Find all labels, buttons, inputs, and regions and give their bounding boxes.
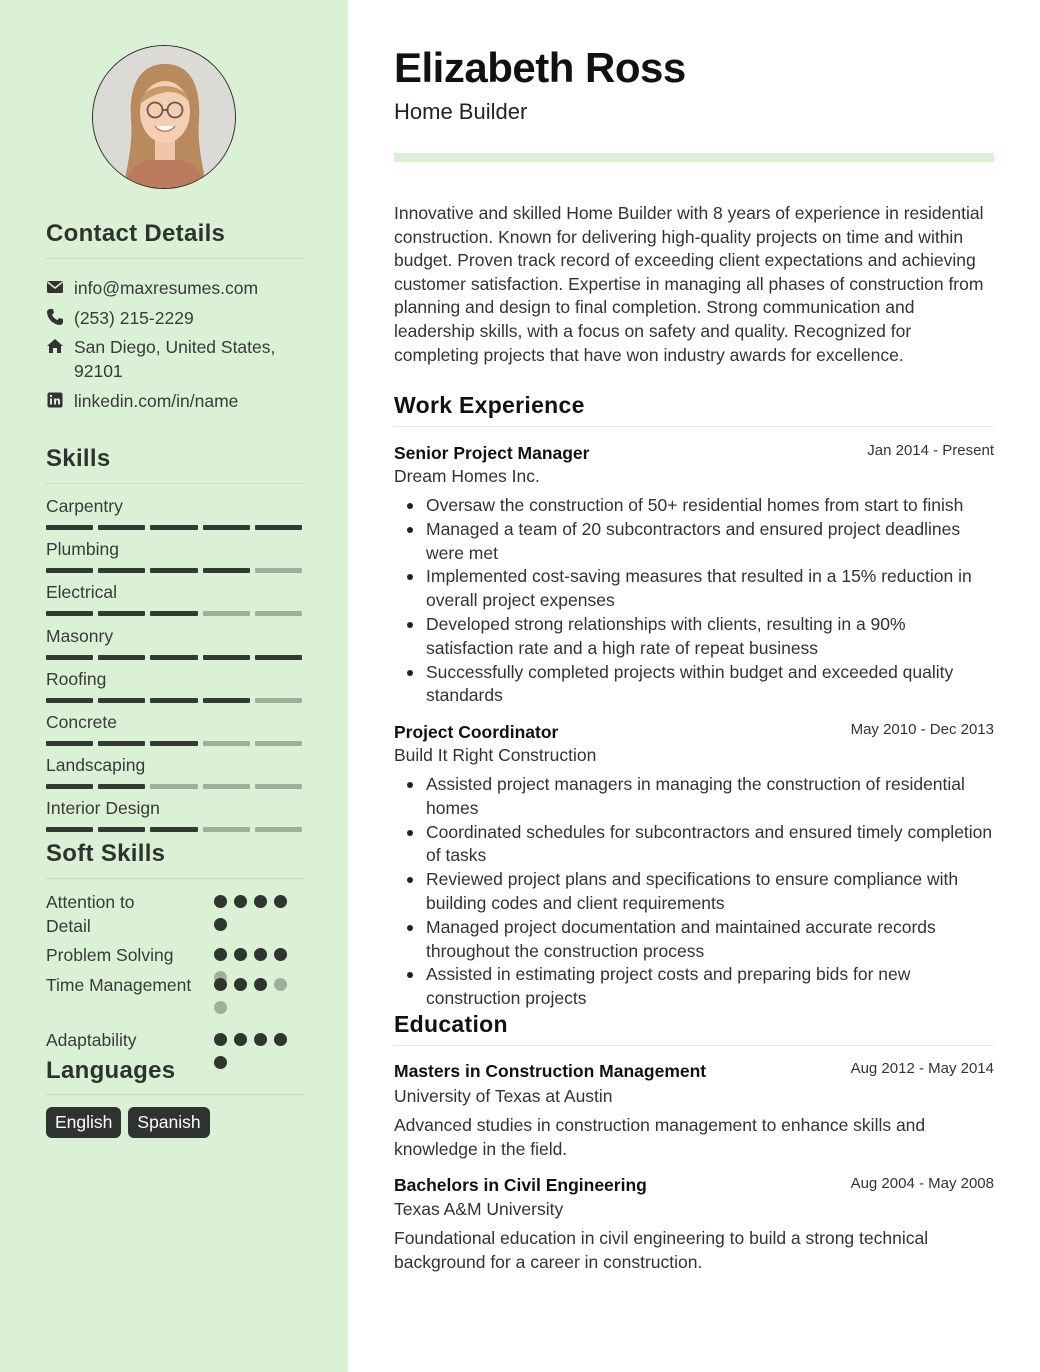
language-tag: Spanish	[128, 1107, 209, 1138]
phone-text: (253) 215-2229	[74, 308, 194, 328]
home-icon	[46, 337, 64, 355]
contact-email	[46, 276, 306, 300]
job-company: Dream Homes Inc.	[394, 466, 540, 486]
skill-level-segment	[203, 784, 250, 789]
skill-level-segment	[98, 784, 145, 789]
accent-divider	[394, 153, 994, 162]
contact-linkedin	[46, 389, 306, 413]
job-title: Project Coordinator	[394, 722, 559, 742]
rating-dot	[274, 895, 287, 908]
rating-dot	[254, 1033, 267, 1046]
skill-level-segment	[46, 568, 93, 573]
skill-level-segment	[203, 568, 250, 573]
languages-heading: Languages	[46, 1057, 176, 1084]
experience-heading: Work Experience	[394, 392, 585, 418]
skill-level-segment	[98, 568, 145, 573]
skills-heading: Skills	[46, 445, 111, 472]
contact-phone	[46, 306, 306, 330]
job-company: Build It Right Construction	[394, 745, 597, 765]
degree-title: Bachelors in Civil Engineering	[394, 1175, 647, 1195]
soft-skills-heading: Soft Skills	[46, 840, 166, 867]
list-item: Managed a team of 20 subcontractors and ensured project deadlines were met	[394, 518, 994, 566]
profile-photo	[92, 45, 236, 189]
skill-level-segment	[46, 827, 93, 832]
language-tags	[46, 1107, 210, 1138]
soft-skill-label: Time Management	[46, 975, 192, 995]
skill-label: Landscaping	[46, 755, 146, 776]
skill-level-segment	[255, 611, 302, 616]
skill-level-segment	[203, 611, 250, 616]
candidate-title: Home Builder	[394, 99, 528, 124]
linkedin-link[interactable]: linkedin.com/in/name	[74, 391, 239, 411]
rating-dot	[274, 948, 287, 961]
skill-label: Interior Design	[46, 798, 160, 819]
skill-level-bar	[46, 741, 302, 746]
divider	[46, 1094, 304, 1095]
rating-dot	[214, 1033, 227, 1046]
divider	[46, 878, 304, 879]
rating-dot	[214, 895, 227, 908]
education-dates: Aug 2012 - May 2014	[850, 1060, 994, 1077]
skill-label: Concrete	[46, 712, 118, 732]
skill-level-segment	[150, 655, 197, 660]
envelope-icon	[46, 278, 64, 296]
skill-label: Carpentry	[46, 496, 123, 516]
list-item: Successfully completed projects within budget and exceeded quality standards	[394, 661, 994, 709]
education-heading: Education	[394, 1011, 508, 1037]
divider	[46, 258, 304, 259]
skill-level-segment	[46, 698, 93, 703]
skill-label: Masonry	[46, 625, 114, 646]
education-dates: Aug 2004 - May 2008	[850, 1175, 994, 1192]
job-bullets	[394, 773, 994, 1011]
soft-skill-label: Adaptability	[46, 1030, 137, 1050]
skill-level-segment	[203, 655, 250, 660]
list-item: Oversaw the construction of 50+ residential homes from start to finish	[394, 494, 994, 518]
skill-level-segment	[98, 827, 145, 832]
skill-level-segment	[255, 525, 302, 530]
candidate-name: Elizabeth Ross	[394, 44, 686, 91]
skill-label: Plumbing	[46, 539, 119, 560]
skill-level-segment	[203, 698, 250, 703]
email-link[interactable]: info@maxresumes.com	[74, 278, 259, 298]
soft-skill-rating	[214, 895, 294, 931]
skill-level-segment	[203, 741, 250, 746]
skill-level-segment	[98, 655, 145, 660]
skill-level-segment	[255, 784, 302, 789]
skill-level-bar	[46, 568, 302, 573]
skill-level-segment	[150, 611, 197, 616]
skill-level-segment	[150, 784, 197, 789]
rating-dot	[254, 978, 267, 991]
skill-level-segment	[46, 655, 93, 660]
rating-dot	[234, 1033, 247, 1046]
skill-level-segment	[98, 741, 145, 746]
rating-dot	[234, 948, 247, 961]
divider	[394, 426, 994, 427]
soft-skill-rating	[214, 978, 294, 1014]
skill-level-segment	[98, 611, 145, 616]
list-item: Assisted in estimating project costs and preparing bids for new construction projects	[394, 963, 994, 1011]
main-content	[348, 0, 1040, 1372]
skill-level-bar	[46, 655, 302, 660]
degree-title: Masters in Construction Management	[394, 1061, 707, 1081]
summary-text: Innovative and skilled Home Builder with 8 years of experience in residential construction. Known for delivering high-quality projects on time and within budget. Proven track record of exceeding client expectations and achieving customer satisfaction. Expertise in managing all phases of construction from planning and design to final completion. Strong communication and leadership skills, with a focus on safety and quality. Recognized for completing projects that have won industry awards for excellence.	[394, 203, 984, 365]
rating-dot	[214, 918, 227, 931]
list-item: Managed project documentation and maintained accurate records throughout the construction process	[394, 916, 994, 964]
list-item: Implemented cost-saving measures that resulted in a 15% reduction in overall project expenses	[394, 565, 994, 613]
soft-skill-label: Attention to Detail	[46, 892, 135, 936]
skill-label: Electrical	[46, 582, 117, 603]
contact-heading: Contact Details	[46, 220, 226, 247]
divider	[46, 483, 304, 484]
rating-dot	[214, 1001, 227, 1014]
skill-level-segment	[255, 568, 302, 573]
skill-level-segment	[46, 784, 93, 789]
language-tag: English	[46, 1107, 121, 1138]
list-item: Developed strong relationships with clients, resulting in a 90% satisfaction rate and a high rate of repeat business	[394, 613, 994, 661]
rating-dot	[274, 1033, 287, 1046]
school-name: University of Texas at Austin	[394, 1086, 613, 1106]
skill-level-segment	[203, 525, 250, 530]
education-description: Foundational education in civil engineering to build a strong technical background for a career in construction.	[394, 1228, 929, 1272]
rating-dot	[214, 1056, 227, 1069]
divider	[394, 1045, 994, 1046]
rating-dot	[214, 948, 227, 961]
skill-level-segment	[46, 741, 93, 746]
list-item: Assisted project managers in managing the construction of residential homes	[394, 773, 994, 821]
skill-level-segment	[255, 827, 302, 832]
job-dates: May 2010 - Dec 2013	[850, 721, 994, 738]
list-item: Coordinated schedules for subcontractors and ensured timely completion of tasks	[394, 821, 994, 869]
address-text: San Diego, United States, 92101	[74, 337, 276, 381]
sidebar	[0, 0, 348, 1372]
phone-icon	[46, 308, 64, 326]
education-description: Advanced studies in construction management to enhance skills and knowledge in the field.	[394, 1115, 926, 1159]
skill-level-segment	[255, 698, 302, 703]
job-title: Senior Project Manager	[394, 443, 590, 463]
skill-level-segment	[255, 655, 302, 660]
skill-level-segment	[150, 698, 197, 703]
skill-level-bar	[46, 698, 302, 703]
skill-level-segment	[150, 568, 197, 573]
skill-level-segment	[203, 827, 250, 832]
rating-dot	[234, 895, 247, 908]
rating-dot	[274, 978, 287, 991]
rating-dot	[234, 978, 247, 991]
skill-level-segment	[98, 525, 145, 530]
skill-level-segment	[98, 698, 145, 703]
skill-level-segment	[150, 525, 197, 530]
skill-level-segment	[150, 827, 197, 832]
rating-dot	[254, 948, 267, 961]
skill-level-segment	[46, 611, 93, 616]
linkedin-icon	[46, 391, 64, 409]
soft-skill-rating	[214, 1033, 294, 1069]
skill-label: Roofing	[46, 668, 107, 689]
contact-address	[46, 335, 306, 383]
soft-skill-label: Problem Solving	[46, 945, 174, 965]
skill-level-bar	[46, 827, 302, 832]
skill-level-segment	[255, 741, 302, 746]
skill-level-bar	[46, 784, 302, 789]
skill-level-bar	[46, 525, 302, 530]
school-name: Texas A&M University	[394, 1199, 564, 1219]
skill-level-segment	[46, 525, 93, 530]
skill-level-segment	[150, 741, 197, 746]
rating-dot	[214, 978, 227, 991]
skill-level-bar	[46, 611, 302, 616]
rating-dot	[254, 895, 267, 908]
job-bullets	[394, 494, 994, 708]
list-item: Reviewed project plans and specifications to ensure compliance with building codes and client requirements	[394, 868, 994, 916]
job-dates: Jan 2014 - Present	[867, 442, 994, 459]
